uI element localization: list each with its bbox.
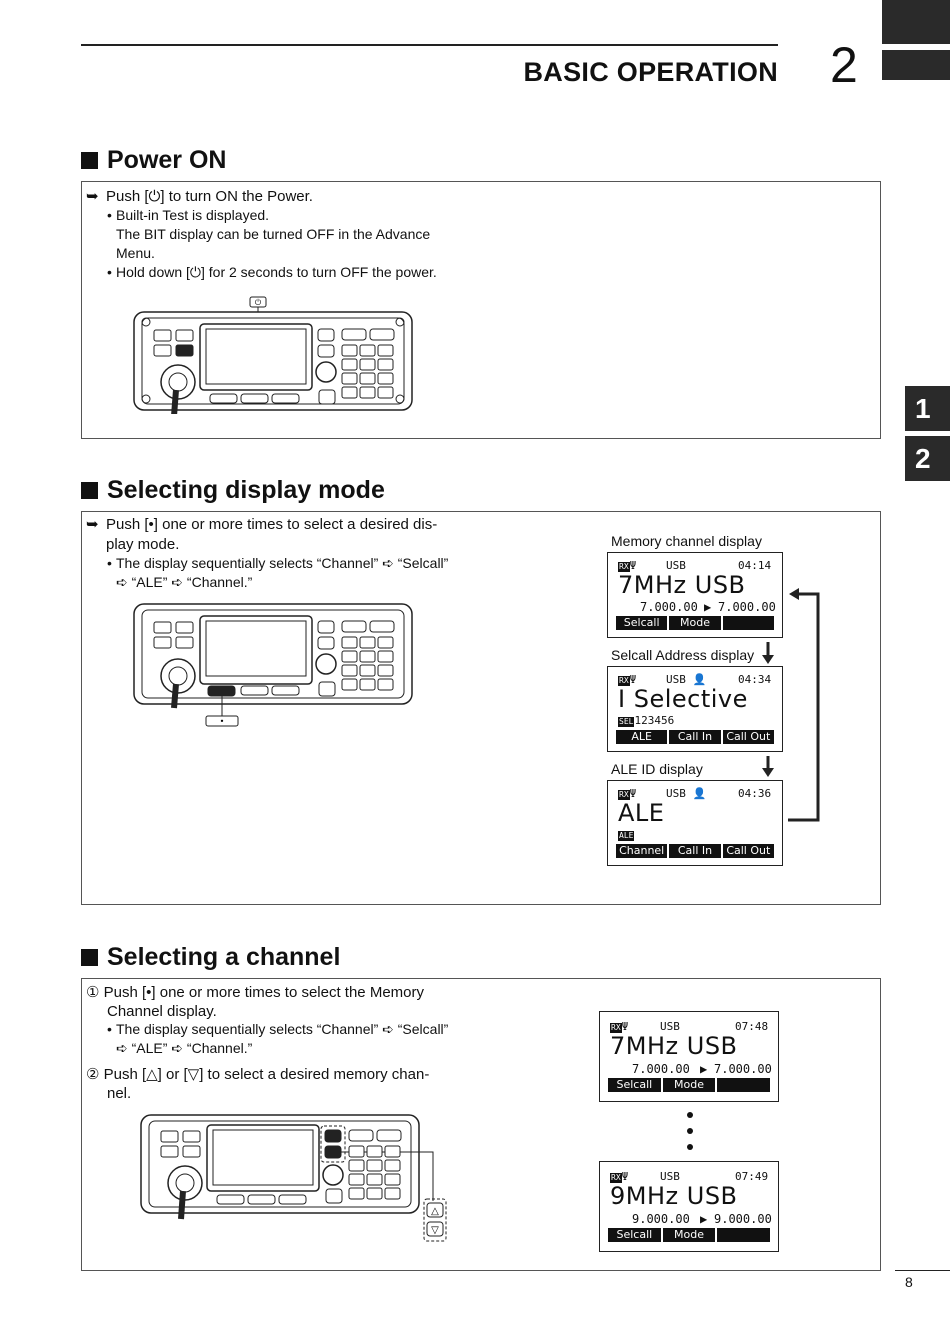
step-1: ① Push [•] one or more times to select the Memory <box>86 984 424 1001</box>
lcd-freq-left: 7.000.00 <box>640 600 698 614</box>
side-tab-2[interactable]: 2 <box>905 436 950 481</box>
softkey[interactable]: Channel <box>616 844 667 858</box>
channel-bullet: The display sequentially selects “Channel” ➪ “Selcall” <box>116 1021 449 1037</box>
softkey[interactable]: Call In <box>669 730 720 744</box>
display-step: Push [•] one or more times to select a desired dis- <box>106 516 438 533</box>
softkey[interactable] <box>717 1078 770 1092</box>
svg-text:⏻: ⏻ <box>254 298 262 307</box>
radio-illustration <box>130 294 420 414</box>
page-number: 8 <box>905 1274 913 1290</box>
radio-illustration <box>130 600 420 735</box>
svg-text:△: △ <box>431 1206 439 1217</box>
lcd-main-text: 9MHz USB <box>610 1182 738 1210</box>
cycle-arrows <box>755 585 830 825</box>
lcd-time: 04:14 <box>738 559 772 572</box>
chapter-title: BASIC OPERATION <box>523 57 778 87</box>
lcd-main-text: 7MHz USB <box>618 571 746 599</box>
section-square-icon <box>81 949 98 966</box>
footer-rule <box>895 1270 950 1271</box>
down-arrow-icon <box>762 756 774 777</box>
rx-icon: RX <box>619 562 629 571</box>
lcd-time: 04:36 <box>738 787 772 800</box>
softkey-row <box>608 1078 770 1092</box>
rx-icon: RX <box>619 676 629 685</box>
section-square-icon <box>81 482 98 499</box>
lcd-main-text: ALE <box>618 799 665 827</box>
rx-icon: RX <box>611 1023 621 1032</box>
sel-value: 123456 <box>634 714 675 727</box>
rx-icon: RX <box>619 790 629 799</box>
lcd-mode: USB <box>660 1170 680 1183</box>
lcd-freq-right: 9.000.00 <box>714 1212 772 1226</box>
lcd-freq-right: 7.000.00 <box>718 600 776 614</box>
section-square-icon <box>81 152 98 169</box>
antenna-icon: Ψ <box>629 559 637 572</box>
step-arrow-icon: ➥ <box>86 516 99 533</box>
header-rule <box>81 44 778 46</box>
lcd-mode: USB <box>666 673 686 686</box>
channel-bullet-cont: ➪ “ALE” ➪ “Channel.” <box>116 1040 253 1056</box>
play-icon: ▶ <box>700 1212 708 1226</box>
lcd-label: ALE ID display <box>611 761 703 777</box>
loop-arrow-icon <box>788 588 818 820</box>
softkey[interactable]: Mode <box>669 616 720 630</box>
bullet-icon: • <box>107 264 112 280</box>
lcd-main-text: 7MHz USB <box>610 1032 738 1060</box>
section-title-display-mode <box>81 476 385 505</box>
softkey[interactable]: Selcall <box>608 1078 661 1092</box>
lcd-mode: USB <box>660 1020 680 1033</box>
step-2: ② Push [△] or [▽] to select a desired memory chan- <box>86 1066 430 1083</box>
lcd-freq-left: 7.000.00 <box>632 1062 690 1076</box>
softkey-row <box>616 616 774 630</box>
softkey-row <box>608 1228 770 1242</box>
softkey[interactable]: Selcall <box>608 1228 661 1242</box>
power-bullet-1-cont: Menu. <box>116 245 155 261</box>
section-title-power-on <box>81 146 226 175</box>
rx-icon: RX <box>611 1173 621 1182</box>
step-arrow-icon: ➥ <box>86 188 99 205</box>
antenna-icon: Ψ <box>629 673 637 686</box>
section-title-text: Selecting display mode <box>107 476 385 504</box>
antenna-icon: Ψ <box>621 1170 629 1183</box>
softkey[interactable] <box>717 1228 770 1242</box>
person-icon: 👤 <box>692 673 707 686</box>
section-title-text: Power ON <box>107 146 227 174</box>
softkey-row <box>616 730 774 744</box>
power-on-box <box>81 181 881 439</box>
side-tab-1[interactable]: 1 <box>905 386 950 431</box>
chapter-number: 2 <box>830 37 858 93</box>
display-bullet-cont: ➪ “ALE” ➪ “Channel.” <box>116 574 253 590</box>
lcd-label: Selcall Address display <box>611 647 755 663</box>
step-2-cont: nel. <box>107 1085 132 1102</box>
softkey[interactable]: Call Out <box>723 844 774 858</box>
svg-text:▽: ▽ <box>431 1225 439 1236</box>
sel-badge: SEL <box>619 717 634 726</box>
ale-badge: ALE <box>619 831 634 840</box>
lcd-time: 04:34 <box>738 673 772 686</box>
lcd-time: 07:48 <box>735 1020 769 1033</box>
display-step-cont: play mode. <box>106 536 180 553</box>
bullet-icon: • <box>107 555 112 571</box>
power-step: Push [⏻] to turn ON the Power. <box>106 188 313 205</box>
channel-lcd-first <box>599 1011 779 1102</box>
power-bullet-2: Hold down [⏻] for 2 seconds to turn OFF the power. <box>116 264 437 280</box>
lcd-label: Memory channel display <box>611 533 762 549</box>
power-bullet-1: Built-in Test is displayed. <box>116 207 270 223</box>
play-icon: ▶ <box>704 600 712 614</box>
antenna-icon: Ψ <box>629 787 637 800</box>
lcd-freq-left: 9.000.00 <box>632 1212 690 1226</box>
softkey[interactable]: Call In <box>669 844 720 858</box>
lcd-mode: USB <box>666 559 686 572</box>
down-arrow-icon <box>762 642 774 664</box>
section-title-select-channel <box>81 943 340 972</box>
chapter-tab-block <box>882 0 950 44</box>
lcd-time: 07:49 <box>735 1170 769 1183</box>
softkey[interactable]: Selcall <box>616 616 667 630</box>
chapter-tab-block <box>882 50 950 80</box>
softkey-row <box>616 844 774 858</box>
lcd-freq-right: 7.000.00 <box>714 1062 772 1076</box>
power-bullet-1-cont: The BIT display can be turned OFF in the Advance <box>116 226 431 242</box>
lcd-mode: USB <box>666 787 686 800</box>
svg-text:•: • <box>219 717 225 726</box>
radio-illustration <box>137 1111 457 1246</box>
channel-lcd-second <box>599 1161 779 1252</box>
bullet-icon: • <box>107 1021 112 1037</box>
person-icon: 👤 <box>692 787 707 800</box>
antenna-icon: Ψ <box>621 1020 629 1033</box>
bullet-icon: • <box>107 207 112 223</box>
step-1-cont: Channel display. <box>107 1003 217 1020</box>
softkey[interactable]: Mode <box>663 1228 716 1242</box>
softkey[interactable]: Mode <box>663 1078 716 1092</box>
section-title-text: Selecting a channel <box>107 943 341 971</box>
softkey[interactable]: Call Out <box>723 730 774 744</box>
softkey[interactable]: ALE <box>616 730 667 744</box>
lcd-main-text: I Selective <box>618 685 748 713</box>
play-icon: ▶ <box>700 1062 708 1076</box>
ellipsis-dots-icon <box>684 1110 696 1154</box>
display-bullet: The display sequentially selects “Channel” ➪ “Selcall” <box>116 555 449 571</box>
